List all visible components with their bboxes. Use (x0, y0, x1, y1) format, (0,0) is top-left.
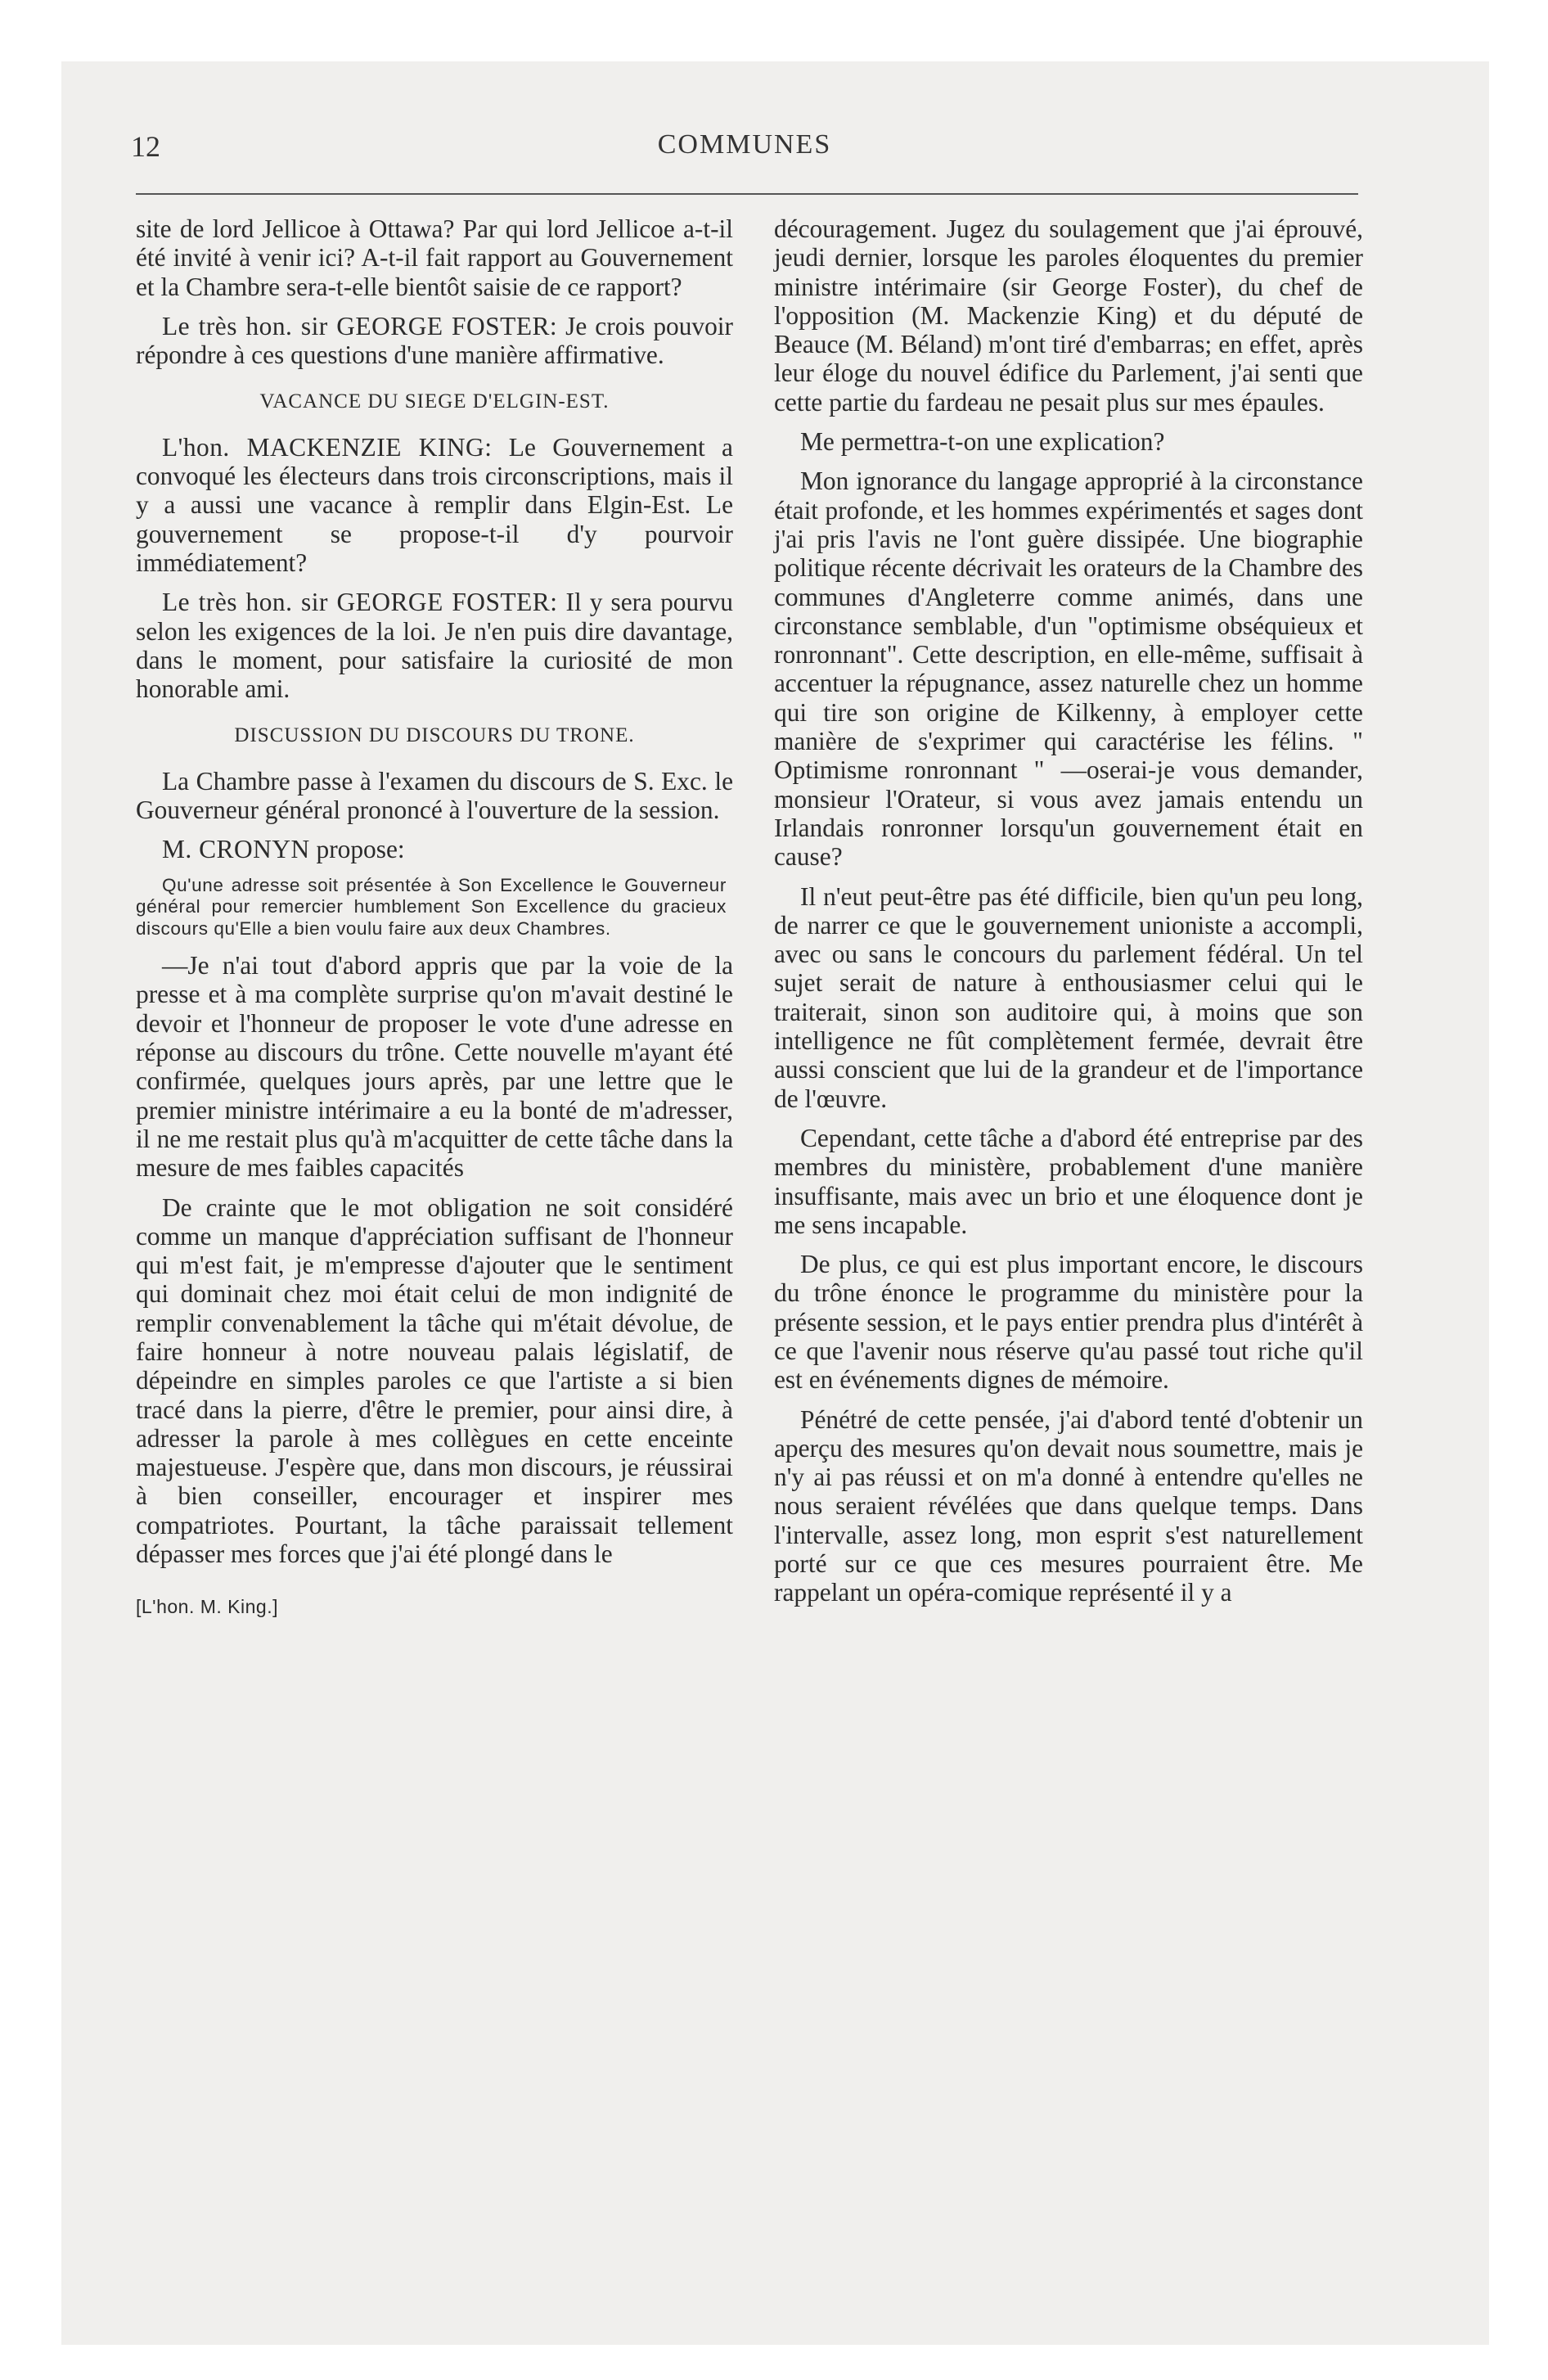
speaker-name: Le très hon. sir GEORGE FOSTER: (162, 588, 558, 617)
speech-text: Il y sera pourvu selon les exigences de la loi. Je n'en puis dire davantage, dans le moment, pour satisfaire la curiosité de mon honorable ami. (136, 588, 733, 704)
section-heading: DISCUSSION DU DISCOURS DU TRONE. (234, 724, 635, 747)
speech-text: propose: (309, 835, 405, 864)
paragraph: Pénétré de cette pensée, j'ai d'abord tenté d'obtenir un aperçu des mesures qu'on devait nous soumettre, mais je n'y ai pas réussi et on m'a donné à entendre qu'elles ne nous seraient révélées que dans quelque temps. Dans l'intervalle, assez long, mon esprit s'est naturellement porté sur ce que ces mesures pourraient être. Me rappelant un opéra-comique représenté il y a (774, 1404, 1363, 1607)
page-header (131, 124, 1358, 170)
page-number: 12 (131, 130, 160, 163)
paragraph (136, 835, 733, 863)
paragraph: site de lord Jellicoe à Ottawa? Par qui lord Jellicoe a-t-il été invité à venir ici? A-t-il fait rapport au Gouvernement et la Chambre sera-t-elle bientôt saisie de ce rapport? (136, 214, 733, 301)
header-rule (136, 193, 1358, 195)
speech-text: Le Gouvernement a convoqué les électeurs dans trois circonscriptions, mais il y a aussi une vacance à remplir dans Elgin-Est. Le gouvernement se propose-t-il d'y pourvoir immédiatement? (136, 432, 733, 577)
paragraph (136, 312, 733, 370)
paragraph: La Chambre passe à l'examen du discours de S. Exc. le Gouverneur général prononcé à l'ouverture de la session. (136, 766, 733, 825)
paragraph (136, 588, 733, 703)
speaker-name: L'hon. MACKENZIE KING: (162, 432, 493, 462)
right-column (774, 214, 1363, 1618)
speaker-footer-note: [L'hon. M. King.] (136, 1596, 278, 1618)
left-column (136, 214, 733, 1633)
motion-quote: Qu'une adresse soit présentée à Son Excellence le Gouverneur général pour remercier humblement Son Excellence du gracieux discours qu'Elle a bien voulu faire aux deux Chambres. (136, 874, 727, 939)
paragraph: —Je n'ai tout d'abord appris que par la voie de la presse et à ma complète surprise qu'on m'avait destiné le devoir et l'honneur de proposer le vote d'une adresse en réponse au discours du trône. Cette nouvelle m'ayant été confirmée, quelques jours après, par une lettre que le premier ministre intérimaire a eu la bonté de m'adresser, il ne me restait plus qu'à m'acquitter de cette tâche dans la mesure de mes faibles capacités (136, 951, 733, 1183)
paragraph: De crainte que le mot obligation ne soit considéré comme un manque d'appréciation suffisant de l'honneur qui m'est fait, je m'empresse d'ajouter que le sentiment qui dominait chez moi était celui de mon indignité de remplir convenablement la tâche qui m'était dévolue, de faire honneur à notre nouveau palais législatif, de dépeindre en simples paroles ce que l'artiste a si bien tracé dans la pierre, d'être le premier, pour ainsi dire, à adresser la parole à mes collègues en cette enceinte majestueuse. J'espère que, dans mon discours, je réussirai à bien conseiller, encourager et inspirer mes compatriotes. Pourtant, la tâche paraissait tellement dépasser mes forces que j'ai été plongé dans le (136, 1192, 733, 1569)
paragraph: Il n'eut peut-être pas été difficile, bien qu'un peu long, de narrer ce que le gouvernement unioniste a accompli, avec ou sans le concours du parlement fédéral. Un tel sujet serait de nature à enthousiasmer celui qui le traiterait, sinon son auditoire qui, à moins que son intelligence ne fût complètement fermée, devrait être aussi conscient que lui de la grandeur et de l'importance de l'œuvre. (774, 881, 1363, 1113)
paragraph: découragement. Jugez du soulagement que j'ai éprouvé, jeudi dernier, lorsque les paroles éloquentes du premier ministre intérimaire (sir George Foster), du chef de l'opposition (M. Mackenzie King) et du député de Beauce (M. Béland) m'ont tiré d'embarras; en effet, après leur éloge du nouvel édifice du Parlement, j'ai senti que cette partie du fardeau ne pesait plus sur mes épaules. (774, 214, 1363, 417)
paragraph: Me permettra-t-on une explication? (800, 427, 1165, 457)
paragraph (136, 433, 733, 577)
running-head: COMMUNES (657, 129, 832, 160)
paragraph: Mon ignorance du langage approprié à la circonstance était profonde, et les hommes expérimentés et sages dont j'ai pris l'avis ne l'ont guère dissipée. Une biographie politique récente décrivait les orateurs de la Chambre des communes d'Angleterre comme animés, dans une circonstance semblable, d'un "optimisme obséquieux et ronronnant". Cette description, en elle-même, suffisait à accentuer la répugnance, assez naturelle chez un homme qui tire son origine de Kilkenny, à employer cette manière de s'exprimer qui caractérise les félins. " Optimisme ronronnant " —oserai-je vous demander, monsieur l'Orateur, si vous avez jamais entendu un Irlandais ronronner lorsqu'un gouvernement était en cause? (774, 467, 1363, 872)
section-heading: VACANCE DU SIEGE D'ELGIN-EST. (259, 390, 610, 413)
speaker-name: Le très hon. sir GEORGE FOSTER: (162, 311, 558, 340)
paragraph: De plus, ce qui est plus important encore, le discours du trône énonce le programme du ministère pour la présente session, et le pays entier prendra plus d'intérêt à ce que l'avenir nous réserve qu'au passé tout riche qu'il est en événements dignes de mémoire. (774, 1250, 1363, 1395)
speaker-name: M. CRONYN (162, 835, 310, 864)
speech-text: Je crois pouvoir répondre à ces questions d'une manière affirmative. (136, 311, 733, 370)
paragraph: Cependant, cette tâche a d'abord été entreprise par des membres du ministère, probablement d'une manière insuffisante, mais avec un brio et une éloquence dont je me sens incapable. (774, 1123, 1363, 1239)
